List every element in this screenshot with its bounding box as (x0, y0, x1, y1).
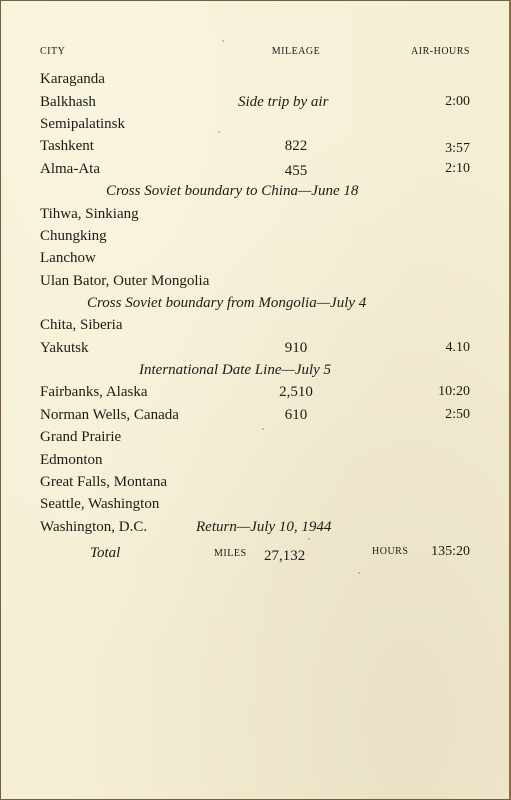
city-name: Grand Prairie (40, 429, 122, 445)
table-row (0, 203, 511, 225)
city-name: Semipalatinsk (40, 116, 125, 132)
city-name: Ulan Bator, Outer Mongolia (40, 273, 210, 289)
paper-speck (222, 40, 224, 42)
table-row (0, 381, 511, 403)
table-row (0, 68, 511, 90)
mileage-value: 910 (284, 340, 308, 356)
boundary-note-row (0, 292, 511, 314)
table-row (0, 516, 511, 538)
table-row (0, 113, 511, 135)
route-note: Return—July 10, 1944 (196, 519, 332, 535)
table-row (0, 135, 511, 157)
city-name: Seattle, Washington (40, 496, 160, 512)
air-hours-value: 2:10 (445, 161, 470, 176)
mileage-value: 610 (284, 407, 308, 423)
city-name: Edmonton (40, 452, 103, 468)
hours-label: HOURS (372, 546, 409, 557)
city-name: Yakutsk (40, 340, 89, 356)
route-note: International Date Line—July 5 (139, 362, 332, 378)
table-row (0, 225, 511, 247)
paper-speck (358, 572, 360, 574)
city-name: Lanchow (40, 250, 96, 266)
table-row (0, 91, 511, 113)
city-name: Tashkent (40, 138, 94, 154)
route-note: Cross Soviet boundary from Mongolia—July 4 (87, 295, 367, 311)
table-row (0, 471, 511, 493)
paper-speck (308, 538, 310, 540)
city-name: Balkhash (40, 94, 96, 110)
mileage-value: 822 (284, 138, 308, 154)
city-name: Great Falls, Montana (40, 474, 168, 490)
header-city: CITY (40, 46, 66, 57)
table-row (0, 270, 511, 292)
air-hours-value: 2:50 (445, 407, 470, 422)
date-line-note-row (0, 359, 511, 381)
header-mileage: MILEAGE (271, 46, 321, 57)
table-row (0, 493, 511, 515)
paper-speck (262, 428, 264, 430)
route-note: Cross Soviet boundary to China—June 18 (106, 183, 359, 199)
table-row (0, 404, 511, 426)
city-name: Washington, D.C. (40, 519, 148, 535)
city-name: Chita, Siberia (40, 317, 123, 333)
route-note: Side trip by air (238, 94, 329, 110)
table-row (0, 158, 511, 180)
air-hours-value: 10:20 (438, 384, 470, 399)
table-row (0, 449, 511, 471)
paper-speck (218, 131, 220, 133)
city-name: Fairbanks, Alaska (40, 384, 148, 400)
air-hours-value: 3:57 (445, 141, 470, 156)
table-row (0, 337, 511, 359)
city-name: Chungking (40, 228, 107, 244)
table-row (0, 314, 511, 336)
mileage-value: 455 (284, 163, 308, 179)
table-row (0, 426, 511, 448)
table-row (0, 247, 511, 269)
total-row (0, 542, 511, 564)
mileage-value: 2,510 (279, 384, 313, 400)
hours-total-value: 135:20 (431, 544, 470, 559)
city-name: Tihwa, Sinkiang (40, 206, 139, 222)
city-name: Karaganda (40, 71, 105, 87)
city-name: Alma-Ata (40, 161, 100, 177)
air-hours-value: 2:00 (445, 94, 470, 109)
city-name: Norman Wells, Canada (40, 407, 179, 423)
header-air-hours: AIR-HOURS (411, 46, 470, 57)
boundary-note-row (0, 180, 511, 202)
air-hours-value: 4.10 (445, 340, 470, 355)
miles-total-value: 27,132 (264, 548, 306, 564)
total-label: Total (90, 545, 121, 561)
miles-label: MILES (214, 548, 247, 559)
